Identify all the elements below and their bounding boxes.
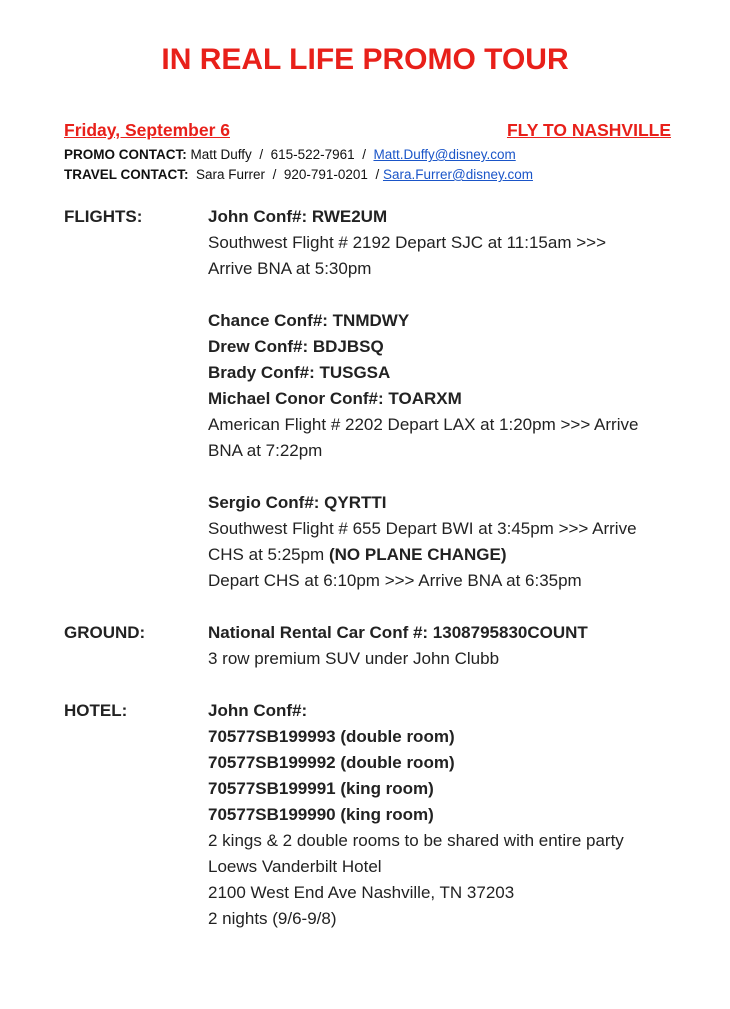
- separator: /: [375, 167, 380, 182]
- promo-contact-email-link[interactable]: Matt.Duffy@disney.com: [373, 147, 516, 162]
- drew-flight-conf: Drew Conf#: BDJBSQ: [208, 337, 384, 356]
- hotel-address: 2100 West End Ave Nashville, TN 37203: [208, 883, 515, 902]
- hotel-section-label: HOTEL:: [64, 701, 128, 720]
- john-flight-detail: Southwest Flight # 2192 Depart SJC at 11:15am >>>: [208, 233, 607, 252]
- sergio-flight-detail: [208, 542, 507, 568]
- group-flight-detail: BNA at 7:22pm: [208, 441, 323, 460]
- hotel-conf-label: John Conf#:: [208, 701, 308, 720]
- travel-contact-name: Sara Furrer: [196, 167, 266, 182]
- promo-contact-name: Matt Duffy: [190, 147, 252, 162]
- michael-flight-conf: Michael Conor Conf#: TOARXM: [208, 389, 462, 408]
- travel-contact-email-link[interactable]: Sara.Furrer@disney.com: [382, 167, 533, 182]
- action-heading: FLY TO NASHVILLE: [506, 120, 671, 140]
- ground-section-label: GROUND:: [64, 623, 146, 642]
- separator: /: [272, 167, 277, 182]
- flights-section-label: FLIGHTS:: [64, 207, 143, 226]
- sergio-arrival-text: CHS at 5:25pm: [208, 545, 325, 564]
- sergio-flight-conf: Sergio Conf#: QYRTTI: [208, 493, 387, 512]
- hotel-room-conf: 70577SB199991 (king room): [208, 779, 434, 798]
- travel-contact-phone: 920-791-0201: [283, 167, 368, 182]
- group-flight-detail: American Flight # 2202 Depart LAX at 1:20pm >>> Arrive: [208, 415, 639, 434]
- promo-contact-label: PROMO CONTACT:: [64, 147, 187, 162]
- hotel-name: Loews Vanderbilt Hotel: [208, 857, 382, 876]
- rental-car-detail: 3 row premium SUV under John Clubb: [208, 649, 500, 668]
- sergio-flight-detail: Southwest Flight # 655 Depart BWI at 3:45pm >>> Arrive: [208, 519, 637, 538]
- chance-flight-conf: Chance Conf#: TNMDWY: [208, 311, 410, 330]
- rental-car-conf: National Rental Car Conf #: 1308795830COUNT: [208, 623, 588, 642]
- hotel-room-conf: 70577SB199993 (double room): [208, 727, 455, 746]
- hotel-room-conf: 70577SB199990 (king room): [208, 805, 434, 824]
- brady-flight-conf: Brady Conf#: TUSGSA: [208, 363, 391, 382]
- promo-contact-row: [64, 146, 516, 163]
- sergio-flight-detail: Depart CHS at 6:10pm >>> Arrive BNA at 6:35pm: [208, 571, 582, 590]
- john-flight-conf: John Conf#: RWE2UM: [208, 207, 388, 226]
- hotel-room-note: 2 kings & 2 double rooms to be shared with entire party: [208, 831, 624, 850]
- separator: /: [362, 147, 366, 162]
- separator: /: [259, 147, 264, 162]
- promo-contact-phone: 615-522-7961: [270, 147, 355, 162]
- hotel-room-conf: 70577SB199992 (double room): [208, 753, 455, 772]
- date-heading: Friday, September 6: [64, 120, 230, 140]
- no-plane-change-note: (NO PLANE CHANGE): [328, 545, 507, 564]
- john-flight-detail: Arrive BNA at 5:30pm: [208, 259, 372, 278]
- page-title: IN REAL LIFE PROMO TOUR: [161, 43, 569, 76]
- date-header-row: [64, 120, 671, 142]
- travel-contact-label: TRAVEL CONTACT:: [64, 167, 189, 182]
- travel-contact-row: [64, 166, 533, 183]
- hotel-nights: 2 nights (9/6-9/8): [208, 909, 337, 928]
